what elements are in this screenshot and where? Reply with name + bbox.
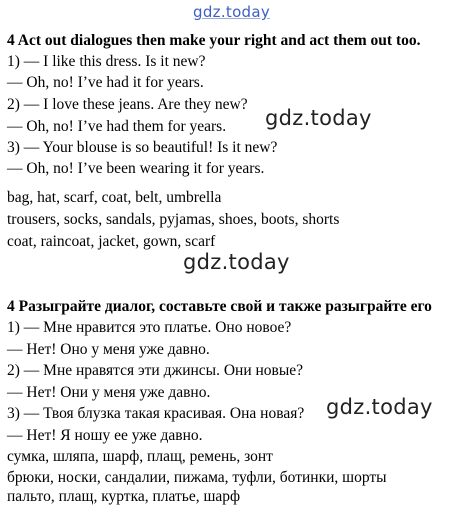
english-dialogue-line: 2) — I love these jeans. Are they new?	[7, 96, 248, 113]
watermark-middle-1: gdz.today	[265, 106, 372, 130]
english-word-list: coat, raincoat, jacket, gown, scarf	[7, 233, 216, 250]
english-dialogue-line: — Oh, no! I’ve been wearing it for years.	[7, 160, 265, 177]
english-word-list: trousers, socks, sandals, pyjamas, shoes, boots, shorts	[7, 211, 340, 228]
english-dialogue-line: — Oh, no! I’ve had it for years.	[7, 74, 204, 91]
english-dialogue-line: — Oh, no! I’ve had them for years.	[7, 118, 227, 135]
watermark-middle-3: gdz.today	[326, 395, 433, 419]
russian-dialogue-line: 3) — Твоя блузка такая красивая. Она новая?	[7, 405, 305, 422]
watermark-top: gdz.today	[193, 3, 271, 21]
russian-dialogue-line: — Нет! Они у меня уже давно.	[7, 384, 211, 401]
watermark-middle-2: gdz.today	[183, 250, 290, 274]
english-heading: 4 Act out dialogues then make your right and act them out too.	[7, 32, 421, 49]
russian-dialogue-line: 1) — Мне нравится это платье. Оно новое?	[7, 319, 292, 336]
english-word-list: bag, hat, scarf, coat, belt, umbrella	[7, 189, 222, 206]
russian-word-list: пальто, плащ, куртка, платье, шарф	[7, 488, 241, 505]
russian-dialogue-line: 2) — Мне нравятся эти джинсы. Они новые?	[7, 362, 304, 379]
english-dialogue-line: 1) — I like this dress. Is it new?	[7, 53, 206, 70]
russian-word-list: брюки, носки, сандалии, пижама, туфли, ботинки, шорты	[7, 469, 387, 486]
russian-dialogue-line: — Нет! Оно у меня уже давно.	[7, 341, 210, 358]
english-dialogue-line: 3) — Your blouse is so beautiful! Is it new?	[7, 139, 278, 156]
russian-dialogue-line: — Нет! Я ношу ее уже давно.	[7, 427, 203, 444]
russian-heading: 4 Разыграйте диалог, составьте свой и также разыграйте его	[7, 298, 432, 315]
russian-word-list: сумка, шляпа, шарф, плащ, ремень, зонт	[7, 448, 273, 465]
